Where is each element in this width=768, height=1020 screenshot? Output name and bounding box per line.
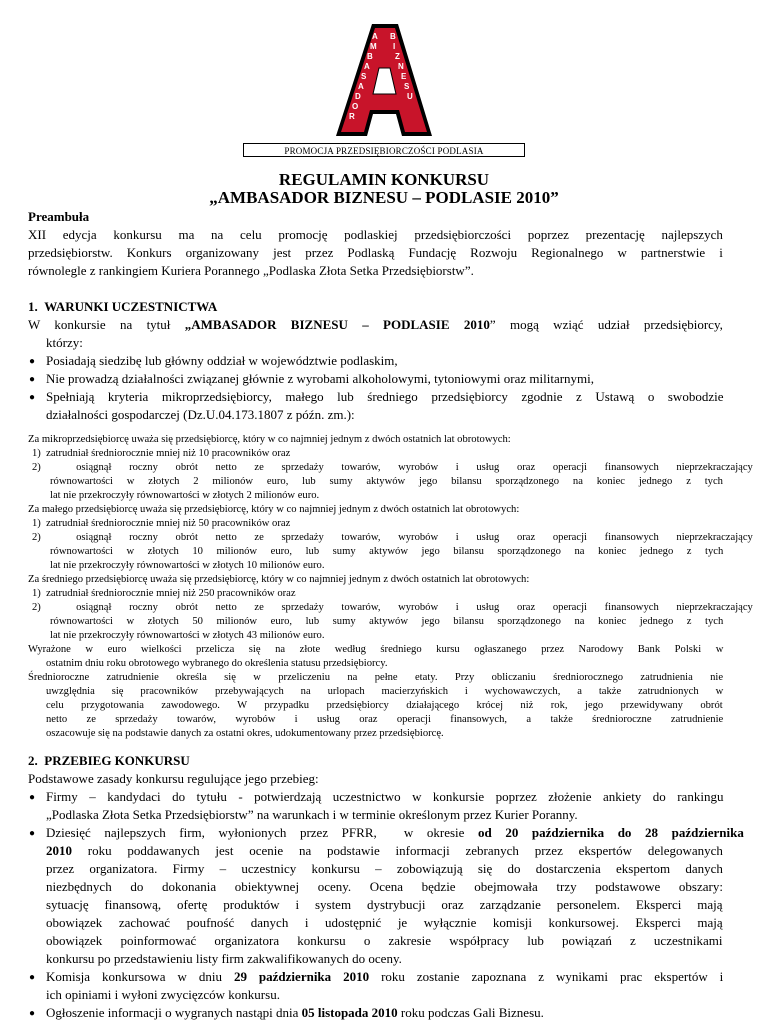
text-line: obowiązek zachować poufność danych i udostępnić je wyłącznie komisji konkursowej. Eksperci mają	[46, 915, 723, 930]
text-line: sytuację finansową, ofertę produktów i system dystrybucji oraz zarządzanie personelem. Eksperci mają	[46, 897, 723, 912]
text-line: ich opiniami i wyłoni zwycięzców konkursu.	[46, 987, 280, 1002]
text-line: Ogłoszenie informacji o wygranych nastąpi dnia 05 listopada 2010 roku podczas Gali Biznesu.	[46, 1005, 544, 1020]
svg-text:B: B	[390, 32, 396, 41]
svg-text:S: S	[361, 72, 367, 81]
text-line: 1. WARUNKI UCZESTNICTWA	[28, 299, 218, 314]
text-line: obowiązek poinformować organizatora konkursu o zakresie współpracy lub powiązań z uczestnikami	[46, 933, 723, 948]
svg-text:O: O	[352, 102, 359, 111]
svg-text:I: I	[393, 42, 396, 51]
text-line: oszacowuje się na podstawie danych za ostatni okres, udokumentowany przez przedsiębiorcę.	[46, 728, 444, 739]
text-line: „Podlaska Złota Setka Przedsiębiorstw” na warunkach i w terminie określonym przez Kurier Poranny.	[46, 807, 578, 822]
text-line: Wyrażone w euro wielkości przelicza się na złote według średniego kursu ogłaszanego przez Narodowy Bank Polski w	[28, 644, 724, 655]
text-line: równolegle z rankingiem Kuriera Porannego „Podlaska Złota Setka Przedsiębiorstw”.	[28, 263, 474, 278]
svg-text:S: S	[404, 82, 410, 91]
text-line: 2) osiągnął roczny obrót netto ze sprzedaży towarów, wyrobów i usług oraz operacji finansowych nieprzekraczający	[32, 532, 753, 543]
svg-text:A: A	[358, 82, 364, 91]
bullet-icon: ●	[29, 1008, 36, 1019]
bullet-icon: ●	[29, 356, 36, 367]
svg-text:R: R	[349, 112, 355, 121]
title-line-2: „AMBASADOR BIZNESU – PODLASIE 2010”	[209, 188, 559, 207]
text-line: celu przygotowania zawodowego. W przypadku przedsiębiorcy działającego krócej niż rok, jego przewidywany obrót	[46, 700, 723, 711]
bullet-icon: ●	[29, 972, 36, 983]
bullet-icon: ●	[29, 828, 36, 839]
svg-text:A: A	[364, 62, 370, 71]
text-line: równowartości w złotych 2 milionów euro, lub sumy aktywów jego bilansu sporządzonego na koniec jednego z tych	[50, 476, 723, 487]
text-line: 2010 roku poddawanych jest ocenie na podstawie informacji zebranych przez ekspertów delegowanych	[46, 843, 723, 858]
text-line: konkursu po przedstawieniu listy firm zakwalifikowanych do oceny.	[46, 951, 402, 966]
text-line: Komisja konkursowa w dniu 29 października 2010 roku zostanie zapoznana z wynikami prac ekspertów i	[46, 969, 724, 984]
text-line: Podstawowe zasady konkursu regulujące jego przebieg:	[28, 771, 319, 786]
bullet-icon: ●	[29, 792, 36, 803]
text-line: równowartości w złotych 50 milionów euro, lub sumy aktywów jego bilansu sporządzonego na koniec jednego z tych	[50, 616, 724, 627]
text-line: 2) osiągnął roczny obrót netto ze sprzedaży towarów, wyrobów i usług oraz operacji finansowych nieprzekraczający	[32, 602, 753, 613]
title-line-1: REGULAMIN KONKURSU	[278, 170, 490, 189]
svg-text:D: D	[355, 92, 361, 101]
text-line: Za małego przedsiębiorcę uważa się przedsiębiorcę, który w co najmniej jednym z dwóch ostatnich lat obrotowych:	[28, 504, 520, 515]
banner-promocja: PROMOCJA PRZEDSIĘBIORCZOŚCI PODLASIA	[243, 143, 525, 157]
text-line: Średnioroczne zatrudnienie określa się w przeliczeniu na pełne etaty. Przy obliczaniu średniorocznego zatrudnienia nie	[28, 672, 724, 683]
svg-text:N: N	[398, 62, 404, 71]
text-line: 2. PRZEBIEG KONKURSU	[28, 753, 190, 768]
text-line: niezbędnych do dokonania obiektywnej oceny. Ocena będzie obejmowała trzy podstawowe obszary:	[46, 879, 723, 894]
text-line: 1) zatrudniał średniorocznie mniej niż 10 pracowników oraz	[32, 448, 291, 459]
svg-text:B: B	[367, 52, 373, 61]
text-line: 2) osiągnął roczny obrót netto ze sprzedaży towarów, wyrobów i usług oraz operacji finansowych nieprzekraczający	[32, 462, 753, 473]
text-line: Preambuła	[28, 209, 90, 224]
svg-text:U: U	[407, 92, 413, 101]
text-line: równowartości w złotych 10 milionów euro, lub sumy aktywów jego bilansu sporządzonego na koniec jednego z tych	[50, 546, 724, 557]
ambasador-biznesu-logo	[328, 18, 440, 146]
text-line: Firmy – kandydaci do tytułu - potwierdzają uczestnictwo w konkursie poprzez złożenie ankiety do rankingu	[46, 789, 724, 804]
svg-text:M: M	[370, 42, 377, 51]
text-line: 1) zatrudniał średniorocznie mniej niż 50 pracowników oraz	[32, 518, 291, 529]
text-line: Nie prowadzą działalności związanej głównie z wyrobami alkoholowymi, tytoniowymi oraz militarnymi,	[46, 371, 595, 386]
text-line: netto ze sprzedaży towarów, wyrobów i usług oraz operacji finansowych, a także średnioroczne zatrudnienie	[46, 714, 724, 725]
text-line: lat nie przekroczyły równowartości w złotych 10 milionów euro.	[50, 560, 325, 571]
text-line: Za mikroprzedsiębiorcę uważa się przedsiębiorcę, który w co najmniej jednym z dwóch ostatnich lat obrotowych:	[28, 434, 511, 445]
text-line: uwzględnia się pracowników przebywających na urlopach macierzyńskich i wychowawczych, a także zatrudnionych w	[46, 686, 724, 697]
svg-text:Z: Z	[395, 52, 400, 61]
svg-text:E: E	[401, 72, 407, 81]
text-line: Spełniają kryteria mikroprzedsiębiorcy, małego lub średniego przedsiębiorcy zgodnie z Ustawą o swobodzie	[46, 389, 724, 404]
text-line: ostatnim dniu roku obrotowego wybranego do określenia statusu przedsiębiorcy.	[46, 658, 388, 669]
text-line: przez organizatora. Firmy – uczestnicy konkursu – zobowiązują się do dostarczenia ekspertom danych	[46, 861, 723, 876]
text-line: działalności gospodarczej (Dz.U.04.173.1807 z późn. zm.):	[46, 407, 355, 422]
text-line: którzy:	[46, 335, 83, 350]
text-line: Dziesięć najlepszych firm, wyłonionych przez PFRR, w okresie od 20 października do 28 października	[46, 825, 744, 840]
text-line: XII edycja konkursu ma na celu promocję podlaskiej przedsiębiorczości poprzez prezentację najlepszych	[28, 227, 723, 242]
text-line: lat nie przekroczyły równowartości w złotych 43 milionów euro.	[50, 630, 325, 641]
text-line: W konkursie na tytuł „AMBASADOR BIZNESU – PODLASIE 2010” mogą wziąć udział przedsiębiorcy,	[28, 317, 723, 332]
bullet-icon: ●	[29, 374, 36, 385]
text-line: 1) zatrudniał średniorocznie mniej niż 250 pracowników oraz	[32, 588, 296, 599]
text-line: lat nie przekroczyły równowartości w złotych 2 milionów euro.	[50, 490, 320, 501]
text-line: Za średniego przedsiębiorcę uważa się przedsiębiorcę, który w co najmniej jednym z dwóch ostatnich lat obrotowych:	[28, 574, 530, 585]
text-line: przedsiębiorstw. Konkurs organizowany jest przez Podlaską Fundację Rozwoju Regionalnego w partnerstwie i	[28, 245, 723, 260]
bullet-icon: ●	[29, 392, 36, 403]
svg-text:A: A	[372, 32, 378, 41]
text-line: Posiadają siedzibę lub główny oddział w województwie podlaskim,	[46, 353, 398, 368]
